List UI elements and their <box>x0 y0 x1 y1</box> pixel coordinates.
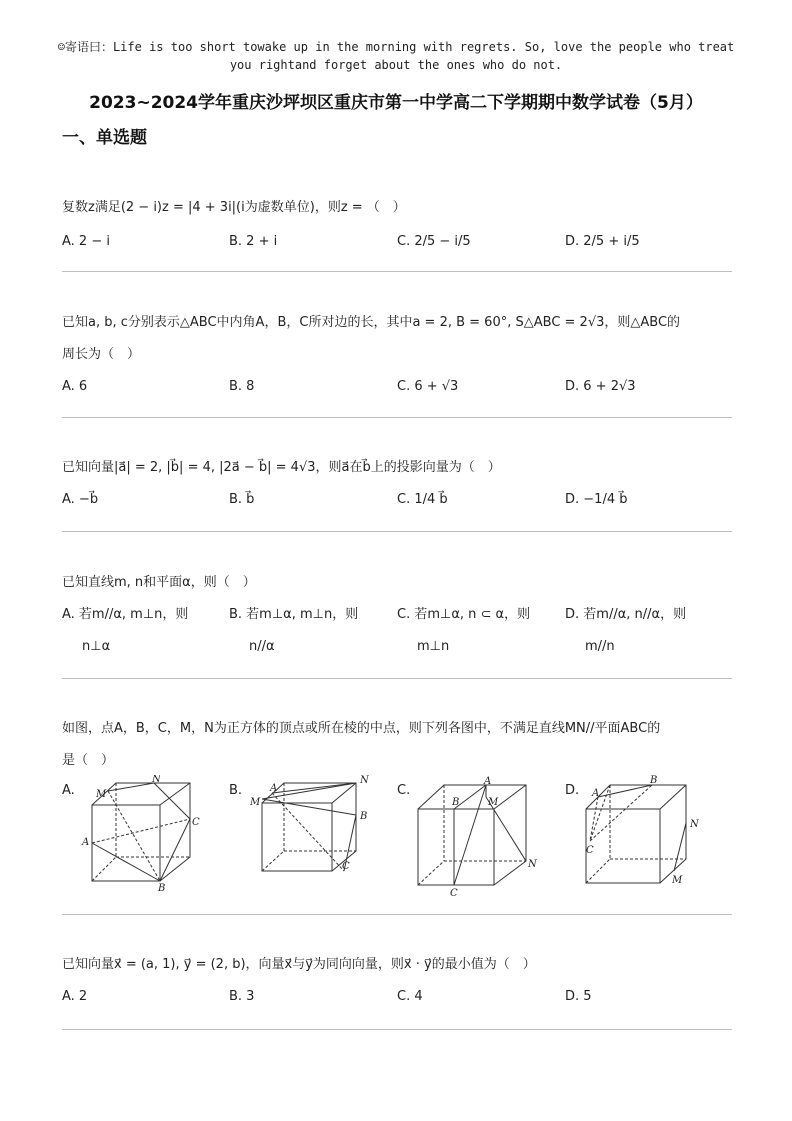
label-a: A <box>270 783 278 794</box>
exam-title: 2023~2024学年重庆沙坪坝区重庆市第一中学高二下学期期中数学试卷（5月） <box>89 93 703 113</box>
motto <box>40 38 752 74</box>
q1-option-d[interactable]: D. 2/5 + i/5 <box>565 234 640 249</box>
q4-option-c-cont: m⊥n <box>417 639 450 654</box>
question-6-stem: 已知向量x⃗ = (a, 1), y⃗ = (2, b)，向量x⃗与y⃗为同向向量，则x⃗ · y⃗的最小值为（ ） <box>62 957 536 972</box>
q5-option-b[interactable]: B. <box>229 783 243 798</box>
q2-option-c[interactable]: C. 6 + √3 <box>397 379 459 394</box>
label-n: N <box>152 775 161 785</box>
question-5-stem: 如图，点A，B，C，M，N为正方体的顶点或所在棱的中点，则下列各图中，不满足直线MN//平面ABC的 <box>62 721 661 736</box>
q4-option-a-cont: n⊥α <box>82 639 111 654</box>
label-a: A <box>82 837 90 848</box>
cube-figure-a <box>78 775 208 893</box>
label-m: M <box>250 797 261 808</box>
q6-option-a[interactable]: A. 2 <box>62 989 88 1004</box>
q6-option-d[interactable]: D. 5 <box>565 989 592 1004</box>
label-b: B <box>650 775 658 786</box>
question-2-stem: 已知a, b, c分别表示△ABC中内角A，B，C所对边的长，其中a = 2, B = 60°, S△ABC = 2√3，则△ABC的 <box>62 315 681 330</box>
label-a: A <box>484 776 492 787</box>
q3-option-d[interactable]: D. −1/4 b⃗ <box>565 492 628 507</box>
divider <box>62 271 732 272</box>
cube-figure-b <box>250 775 380 893</box>
label-n: N <box>528 859 537 870</box>
q4-option-d[interactable]: D. 若m//α, n//α，则 <box>565 607 687 622</box>
label-m: M <box>672 875 683 886</box>
q5-option-d[interactable]: D. <box>565 783 580 798</box>
q4-option-b[interactable]: B. 若m⊥α, m⊥n，则 <box>229 607 359 622</box>
label-m: M <box>96 789 107 800</box>
q1-option-a[interactable]: A. 2 − i <box>62 234 110 249</box>
label-m: M <box>488 797 499 808</box>
label-b: B <box>452 797 460 808</box>
q4-option-b-cont: n//α <box>249 639 275 654</box>
label-n: N <box>360 775 369 786</box>
q2-option-a[interactable]: A. 6 <box>62 379 88 394</box>
label-n: N <box>690 819 699 830</box>
q2-option-b[interactable]: B. 8 <box>229 379 255 394</box>
q3-option-b[interactable]: B. b⃗ <box>229 492 255 507</box>
motto-line-2: you rightand forget about the ones who do not. <box>229 58 563 72</box>
question-2-stem-cont: 周长为（ ） <box>62 347 141 362</box>
label-c: C <box>586 845 594 856</box>
divider <box>62 417 732 418</box>
q6-option-b[interactable]: B. 3 <box>229 989 255 1004</box>
q6-option-c[interactable]: C. 4 <box>397 989 423 1004</box>
q5-option-a[interactable]: A. <box>62 783 75 798</box>
q4-option-d-cont: m//n <box>585 639 615 654</box>
divider <box>62 531 732 532</box>
question-1-stem: 复数z满足(2 − i)z = |4 + 3i|(i为虚数单位)，则z = （ ） <box>62 200 406 215</box>
label-c: C <box>450 888 458 899</box>
q4-option-a[interactable]: A. 若m//α, m⊥n，则 <box>62 607 189 622</box>
question-5-stem-cont: 是（ ） <box>62 753 115 768</box>
question-4-stem: 已知直线m, n和平面α，则（ ） <box>62 575 256 590</box>
motto-line-1: ☺寄语曰：Life is too short towake up in the morning with regrets. So, love the people who treat <box>57 40 735 54</box>
q5-option-c[interactable]: C. <box>397 783 411 798</box>
q2-option-d[interactable]: D. 6 + 2√3 <box>565 379 636 394</box>
divider <box>62 914 732 915</box>
cube-figure-d <box>578 775 718 893</box>
q3-option-a[interactable]: A. −b⃗ <box>62 492 99 507</box>
divider <box>62 678 732 679</box>
q1-option-b[interactable]: B. 2 + i <box>229 234 278 249</box>
label-b: B <box>158 883 166 893</box>
divider <box>62 1029 732 1030</box>
label-c: C <box>192 817 200 828</box>
q1-option-c[interactable]: C. 2/5 − i/5 <box>397 234 471 249</box>
label-c: C <box>342 861 350 872</box>
label-b: B <box>360 811 368 822</box>
label-a: A <box>592 788 600 799</box>
question-3-stem: 已知向量|a⃗| = 2, |b⃗| = 4, |2a⃗ − b⃗| = 4√3，则a⃗在b⃗上的投影向量为（ ） <box>62 460 501 475</box>
cube-figure-c <box>410 775 550 900</box>
q3-option-c[interactable]: C. 1/4 b⃗ <box>397 492 448 507</box>
q4-option-c[interactable]: C. 若m⊥α, n ⊂ α，则 <box>397 607 531 622</box>
section-heading: 一、单选题 <box>62 128 147 148</box>
